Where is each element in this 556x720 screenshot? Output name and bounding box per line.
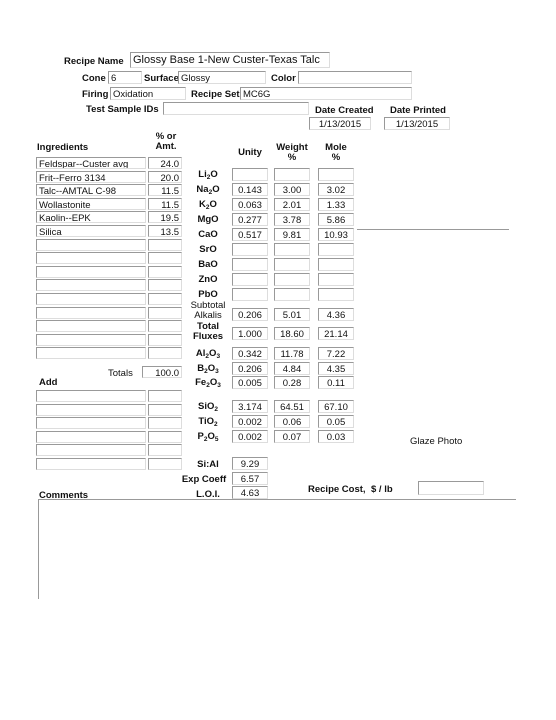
cost-unit-label: $ / lb [371,484,393,495]
ingredient-amount-field[interactable] [148,334,182,346]
oxide-mole-percent [318,288,354,301]
oxide-mole-percent [318,258,354,271]
oxide-label: CaO [198,229,218,240]
oxide-label: PbO [198,289,218,300]
oxide-weight-percent [274,168,310,181]
total-fluxes-label: Total Fluxes [192,321,224,342]
oxide-mole-percent [318,168,354,181]
subtotal-alkalis-unity: 0.206 [232,308,268,321]
si-al-label: Si:Al [197,459,219,470]
oxide-weight-percent [274,258,310,271]
ingredients-header: Ingredients [37,142,89,153]
oxide-weight-percent: 0.28 [274,376,310,389]
oxide-label: TiO$_2$ [198,416,218,428]
add-header: Add [39,377,58,388]
oxide-unity [232,258,268,271]
ingredient-name-field[interactable] [36,239,146,251]
oxide-unity: 3.174 [232,400,268,413]
oxide-unity [232,168,268,181]
oxide-weight-percent: 11.78 [274,347,310,360]
subtotal-alkalis-mole: 4.36 [318,308,354,321]
oxide-label: $Na_2O$ [196,184,220,196]
ingredient-name-field[interactable]: Silica [36,225,146,237]
oxide-unity: 0.206 [232,362,268,375]
oxide-mole-percent: 1.33 [318,198,354,211]
add-ingredient-name-field[interactable] [36,431,146,443]
add-ingredient-name-field[interactable] [36,417,146,429]
cone-field[interactable]: 6 [108,71,142,84]
oxide-mole-percent: 3.02 [318,183,354,196]
amount-header: % or Amt. [155,131,177,152]
totals-label: Totals [108,368,133,379]
oxide-unity [232,243,268,256]
oxide-weight-percent: 0.07 [274,430,310,443]
oxide-label: SiO$_2$ [198,401,218,413]
ingredient-amount-field[interactable] [148,266,182,278]
exp-coeff-value: 6.57 [232,472,268,485]
oxide-unity: 0.005 [232,376,268,389]
comments-field[interactable] [38,499,516,599]
exp-coeff-label: Exp Coeff [181,474,227,485]
oxide-label: $Al_2O_3$ [195,348,221,360]
total-fluxes-mole: 21.14 [318,327,354,340]
oxide-unity: 0.277 [232,213,268,226]
oxide-label: BaO [198,259,218,270]
ingredient-name-field[interactable] [36,307,146,319]
oxide-weight-percent: 3.78 [274,213,310,226]
cone-label: Cone [82,73,106,84]
date-created-label: Date Created [315,105,374,116]
oxide-weight-percent: 2.01 [274,198,310,211]
oxide-mole-percent [318,273,354,286]
ingredient-name-field[interactable]: Feldspar--Custer avg [36,157,146,169]
color-label: Color [271,73,296,84]
oxide-label: SrO [199,244,217,255]
firing-label: Firing [82,89,109,100]
glaze-photo-label: Glaze Photo [410,436,463,447]
oxide-unity [232,273,268,286]
ingredient-name-field[interactable] [36,320,146,332]
ingredient-name-field[interactable]: Frit--Ferro 3134 [36,171,146,183]
ingredient-name-field[interactable] [36,293,146,305]
oxide-label: $P_2O_5$ [197,431,219,443]
subtotal-alkalis-weight: 5.01 [274,308,310,321]
oxide-mole-percent: 7.22 [318,347,354,360]
ingredient-amount-field[interactable] [148,293,182,305]
ingredient-amount-field[interactable]: 13.5 [148,225,182,237]
oxide-mole-percent: 5.86 [318,213,354,226]
total-fluxes-weight: 18.60 [274,327,310,340]
oxide-unity: 0.002 [232,430,268,443]
ingredient-name-field[interactable] [36,279,146,291]
recipe-name-label: Recipe Name [64,56,124,67]
oxide-unity: 0.143 [232,183,268,196]
recipe-set-field[interactable]: MC6G [240,87,412,100]
date-printed-label: Date Printed [390,105,446,116]
date-printed-field[interactable]: 1/13/2015 [384,117,450,130]
ingredient-amount-field[interactable]: 19.5 [148,211,182,223]
loi-value: 4.63 [232,486,268,499]
oxide-weight-percent: 4.84 [274,362,310,375]
add-ingredient-name-field[interactable] [36,444,146,456]
add-ingredient-amount-field[interactable] [148,404,182,416]
oxide-unity: 0.342 [232,347,268,360]
oxide-unity: 0.517 [232,228,268,241]
totals-field: 100.0 [142,366,182,378]
firing-field[interactable]: Oxidation [110,87,186,100]
ingredient-name-field[interactable] [36,334,146,346]
recipe-name-field[interactable]: Glossy Base 1-New Custer-Texas Talc [130,52,330,68]
add-ingredient-amount-field[interactable] [148,417,182,429]
add-ingredient-amount-field[interactable] [148,431,182,443]
surface-label: Surface [144,73,179,84]
oxide-mole-percent: 0.11 [318,376,354,389]
add-ingredient-amount-field[interactable] [148,444,182,456]
oxide-mole-percent: 67.10 [318,400,354,413]
add-ingredient-name-field[interactable] [36,458,146,470]
ingredient-name-field[interactable]: Wollastonite [36,198,146,210]
recipe-cost-field[interactable] [418,481,484,495]
add-ingredient-name-field[interactable] [36,390,146,402]
ingredient-amount-field[interactable]: 24.0 [148,157,182,169]
ingredient-amount-field[interactable]: 11.5 [148,184,182,196]
oxide-weight-percent: 0.06 [274,415,310,428]
unity-header: Unity [238,147,262,158]
ingredient-amount-field[interactable] [148,307,182,319]
ingredient-name-field[interactable]: Talc--AMTAL C-98 [36,184,146,196]
ingredient-amount-field[interactable]: 11.5 [148,198,182,210]
oxide-unity: 0.063 [232,198,268,211]
oxide-label: $K_2O$ [199,199,217,211]
oxide-weight-percent [274,273,310,286]
loi-label: L.O.I. [196,489,220,500]
color-field[interactable] [298,71,412,84]
ingredient-name-field[interactable]: Kaolin--EPK [36,211,146,223]
oxide-mole-percent: 10.93 [318,228,354,241]
ingredient-name-field[interactable] [36,266,146,278]
oxide-label: $B_2O_3$ [197,363,219,375]
ingredient-amount-field[interactable] [148,320,182,332]
recipe-cost-label: Recipe Cost, [308,484,366,495]
add-ingredient-amount-field[interactable] [148,390,182,402]
weight-percent-header: Weight % [276,142,308,163]
oxide-label: ZnO [198,274,218,285]
subtotal-alkalis-label: Subtotal Alkalis [190,300,226,321]
add-ingredient-name-field[interactable] [36,404,146,416]
total-fluxes-unity: 1.000 [232,327,268,340]
oxide-unity [232,288,268,301]
ingredient-name-field[interactable] [36,252,146,264]
date-created-field[interactable]: 1/13/2015 [309,117,371,130]
oxide-label: $Li_2O$ [198,169,218,181]
oxide-weight-percent: 64.51 [274,400,310,413]
oxide-mole-percent: 4.35 [318,362,354,375]
photo-area-divider [357,229,509,230]
add-ingredient-amount-field[interactable] [148,458,182,470]
oxide-weight-percent: 3.00 [274,183,310,196]
ingredient-amount-field[interactable]: 20.0 [148,171,182,183]
si-al-value: 9.29 [232,457,268,470]
test-sample-field[interactable] [163,102,309,115]
comments-label: Comments [39,490,89,501]
oxide-weight-percent [274,243,310,256]
ingredient-amount-field[interactable] [148,347,182,359]
surface-field[interactable]: Glossy [178,71,266,84]
ingredient-amount-field[interactable] [148,252,182,264]
oxide-weight-percent [274,288,310,301]
oxide-label: $Fe_2O_3$ [195,377,221,389]
oxide-mole-percent [318,243,354,256]
mole-percent-header: Mole % [325,142,347,163]
oxide-mole-percent: 0.03 [318,430,354,443]
ingredient-amount-field[interactable] [148,279,182,291]
ingredient-amount-field[interactable] [148,239,182,251]
oxide-mole-percent: 0.05 [318,415,354,428]
oxide-unity: 0.002 [232,415,268,428]
recipe-set-label: Recipe Set [191,89,240,100]
oxide-weight-percent: 9.81 [274,228,310,241]
test-sample-label: Test Sample IDs [86,104,159,115]
oxide-label: MgO [197,214,219,225]
ingredient-name-field[interactable] [36,347,146,359]
